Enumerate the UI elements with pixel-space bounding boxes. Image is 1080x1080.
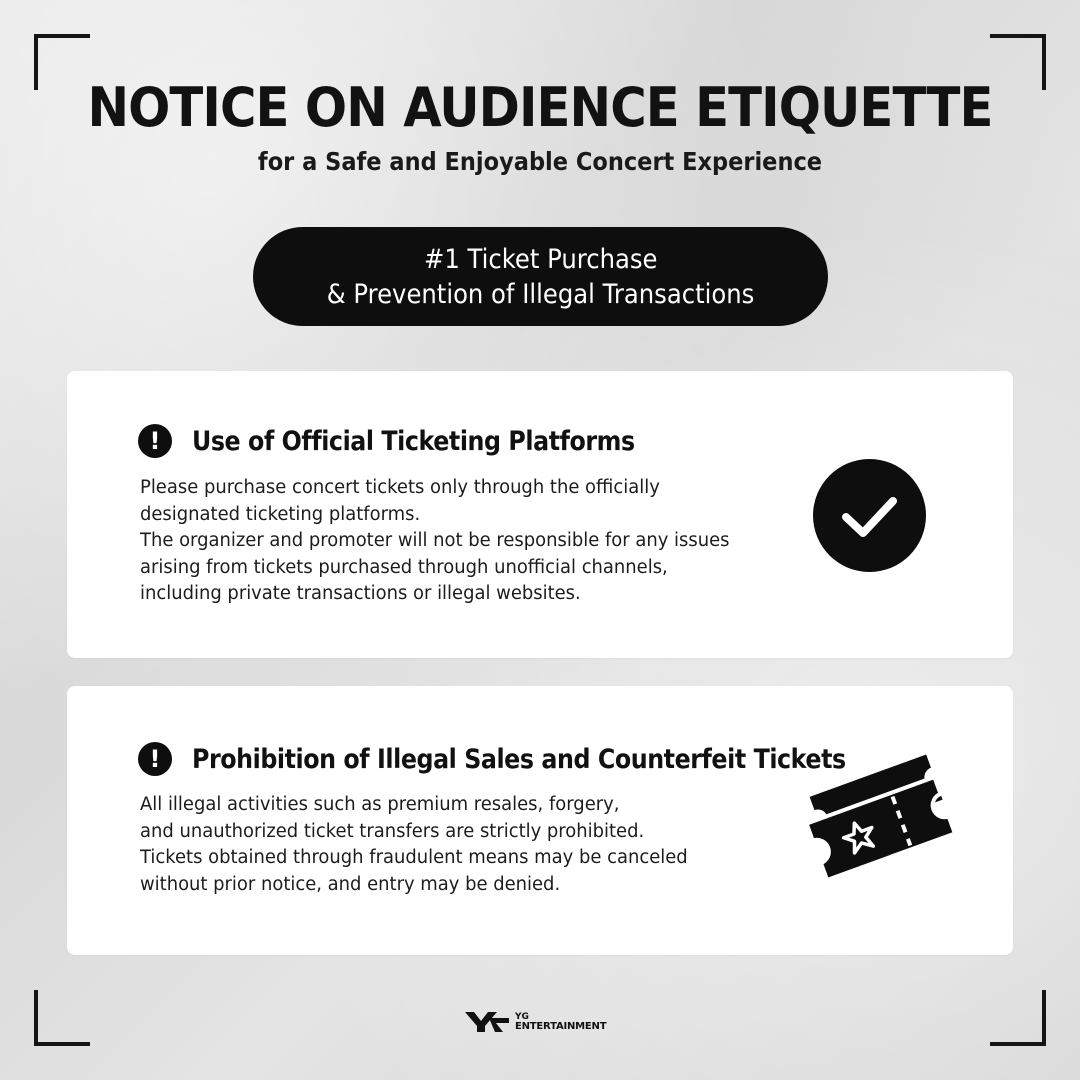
exclamation-icon: ! (138, 424, 172, 458)
card-body-line: arising from tickets purchased through unofficial channels, (140, 556, 668, 578)
logo-line-2: ENTERTAINMENT (515, 1021, 607, 1032)
card-body-line: and unauthorized ticket transfers are strictly prohibited. (140, 820, 645, 842)
card-body-line: designated ticketing platforms. (140, 503, 421, 525)
card-body-line: including private transactions or illegal websites. (140, 583, 581, 604)
logo-text (515, 1012, 606, 1032)
card-header (138, 424, 695, 458)
notice-title: NOTICE ON AUDIENCE ETIQUETTE (87, 76, 993, 139)
ticket-icon (800, 751, 956, 891)
logo-line-1: YG (515, 1012, 529, 1022)
official-platforms-card (67, 371, 1013, 658)
card-body-line: Please purchase concert tickets only through the officially (140, 477, 660, 498)
yg-logo-mark-icon (465, 1012, 509, 1032)
frame-corner-bottom-left (34, 990, 90, 1046)
card-title: Prohibition of Illegal Sales and Counterfeit Tickets (192, 743, 846, 775)
section-pill-line-2: & Prevention of Illegal Transactions (326, 278, 755, 310)
card-body (140, 792, 741, 898)
illegal-sales-card (67, 686, 1013, 955)
frame-corner-bottom-right (990, 990, 1046, 1046)
card-title: Use of Official Ticketing Platforms (192, 425, 635, 457)
section-pill-line-1: #1 Ticket Purchase (423, 243, 658, 275)
card-body-line: The organizer and promoter will not be responsible for any issues (140, 530, 730, 551)
card-body-line: All illegal activities such as premium resales, forgery, (140, 794, 620, 815)
notice-subtitle: for a Safe and Enjoyable Concert Experience (257, 147, 823, 176)
yg-entertainment-logo (465, 1012, 606, 1032)
section-pill (253, 227, 828, 326)
check-icon (813, 459, 926, 572)
card-body-line: Tickets obtained through fraudulent means may be canceled (140, 847, 688, 868)
exclamation-icon: ! (138, 742, 172, 776)
card-body-line: without prior notice, and entry may be denied. (140, 873, 561, 895)
card-body (140, 475, 741, 608)
